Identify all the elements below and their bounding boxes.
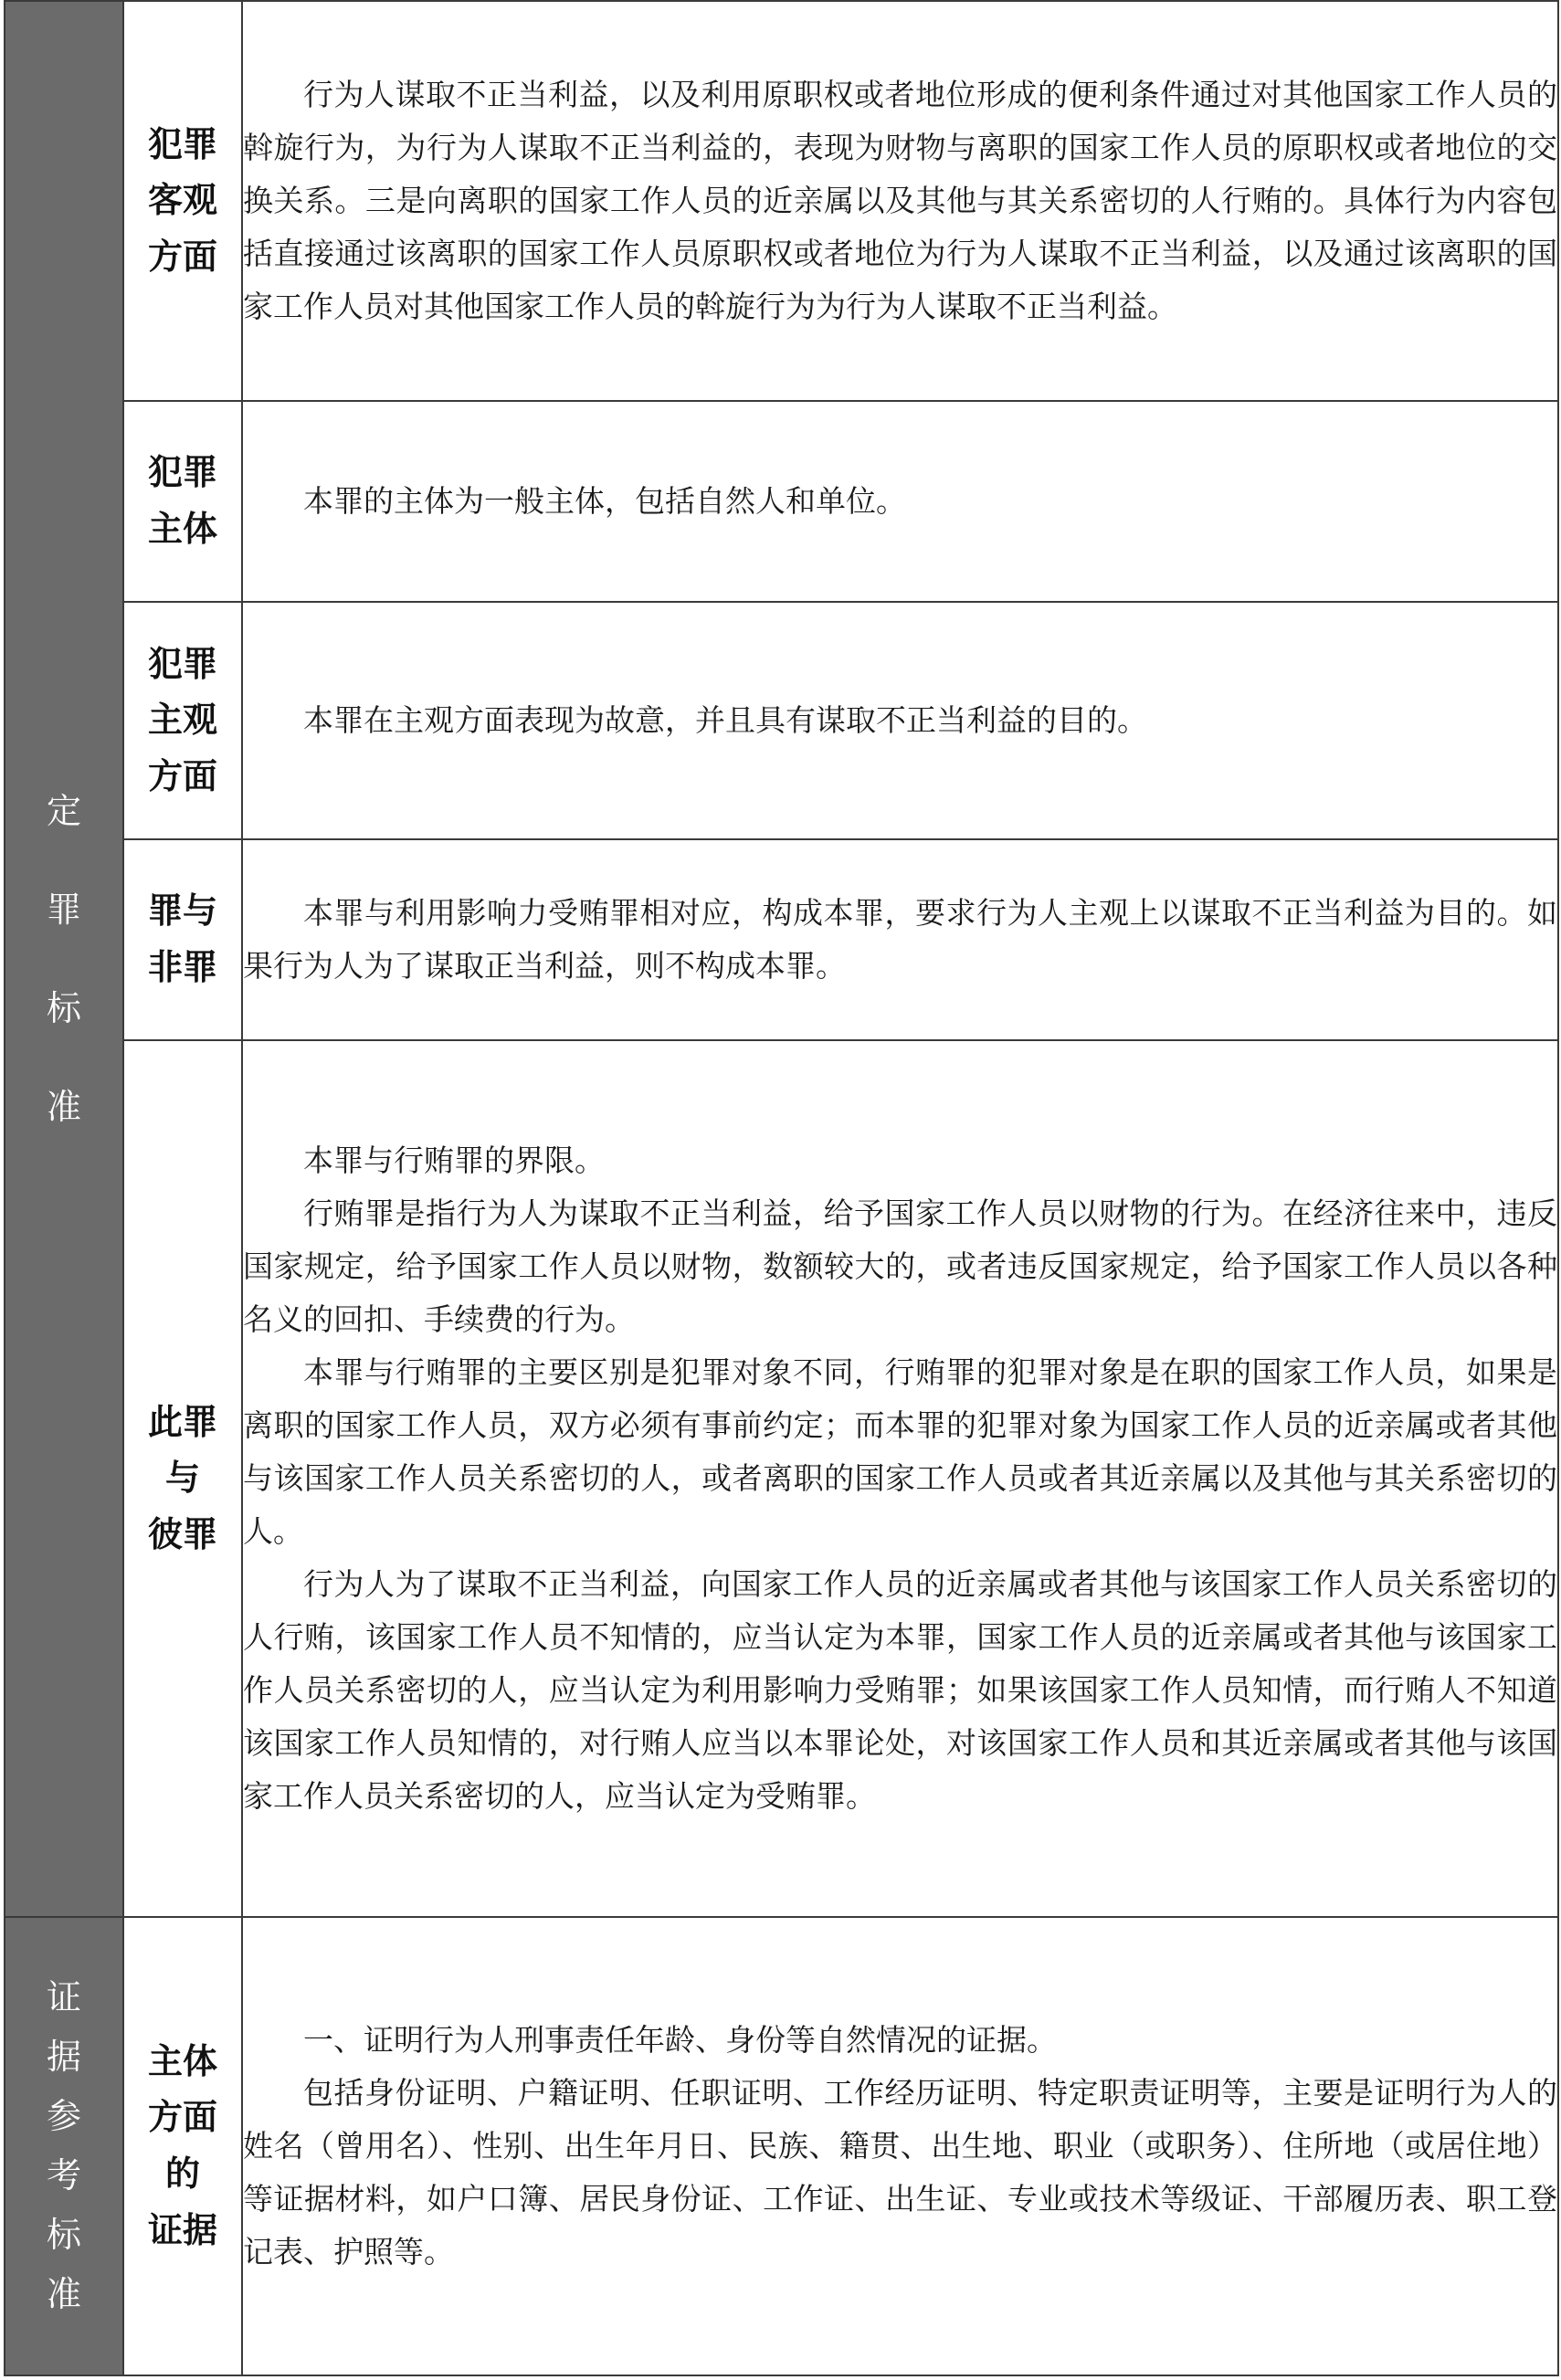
table-row	[5, 1917, 1558, 2375]
table-row	[5, 602, 1558, 839]
row-label-this-vs-other-crime: 此罪 与 彼罪	[123, 1040, 242, 1917]
category-dingzui-biaozhun	[5, 1, 123, 1917]
category-char: 标	[46, 2215, 81, 2255]
row-content-this-vs-other-crime	[242, 1040, 1558, 1917]
table-row	[5, 401, 1558, 602]
paragraph: 本罪与行贿罪的主要区别是犯罪对象不同，行贿罪的犯罪对象是在职的国家工作人员，如果是离职的国家工作人员，双方必须有事前约定；而本罪的犯罪对象为国家工作人员的近亲属或者其他与该国家工作人员关系密切的人，或者离职的国家工作人员或者其近亲属以及其他与其关系密切的人。	[243, 1354, 1557, 1549]
category-char: 标	[46, 988, 81, 1028]
row-label-crime-or-not: 罪与 非罪	[123, 839, 242, 1040]
category-zhengju-cankao-biaozhun	[5, 1917, 123, 2375]
paragraph: 一、证明行为人刑事责任年龄、身份等自然情况的证据。	[303, 2022, 1057, 2058]
category-char: 参	[46, 2096, 81, 2136]
paragraph: 本罪的主体为一般主体，包括自然人和单位。	[303, 483, 906, 519]
row-content-crime-or-not	[242, 839, 1558, 1040]
category-char: 罪	[46, 890, 81, 930]
paragraph: 本罪与利用影响力受贿罪相对应，构成本罪，要求行为人主观上以谋取不正当利益为目的。如果行为人为了谋取正当利益，则不构成本罪。	[243, 895, 1557, 984]
table-row	[5, 1040, 1558, 1917]
table-row	[5, 839, 1558, 1040]
paragraph: 本罪在主观方面表现为故意，并且具有谋取不正当利益的目的。	[303, 702, 1147, 738]
paragraph: 本罪与行贿罪的界限。	[303, 1143, 605, 1178]
table-row	[5, 1, 1558, 401]
category-char: 准	[46, 2274, 81, 2314]
category-char: 据	[46, 2037, 81, 2077]
row-label-subjective-aspect: 犯罪 主观 方面	[123, 602, 242, 839]
category-char: 准	[46, 1087, 81, 1127]
paragraph: 行为人为了谋取不正当利益，向国家工作人员的近亲属或者其他与该国家工作人员关系密切的人行贿，该国家工作人员不知情的，应当认定为本罪，国家工作人员的近亲属或者其他与该国家工作人员关系密切的人，应当认定为利用影响力受贿罪；如果该国家工作人员知情，而行贿人不知道该国家工作人员知情的，对行贿人应当以本罪论处，对该国家工作人员和其近亲属或者其他与该国家工作人员关系密切的人，应当认定为受贿罪。	[243, 1566, 1557, 1814]
row-label-objective-aspect: 犯罪 客观 方面	[123, 1, 242, 401]
paragraph: 行贿罪是指行为人为谋取不正当利益，给予国家工作人员以财物的行为。在经济往来中，违反国家规定，给予国家工作人员以财物，数额较大的，或者违反国家规定，给予国家工作人员以各种名义的回扣、手续费的行为。	[243, 1195, 1557, 1337]
standards-table	[4, 0, 1559, 2376]
row-content-subject	[242, 401, 1558, 602]
row-content-objective-aspect	[242, 1, 1558, 401]
row-label-subject: 犯罪 主体	[123, 401, 242, 602]
row-label-subject-evidence: 主体 方面 的 证据	[123, 1917, 242, 2375]
category-char: 定	[46, 791, 81, 831]
row-content-subject-evidence	[242, 1917, 1558, 2375]
category-char: 证	[46, 1977, 81, 2017]
row-content-subjective-aspect	[242, 602, 1558, 839]
category-char: 考	[46, 2155, 81, 2196]
paragraph: 行为人谋取不正当利益，以及利用原职权或者地位形成的便利条件通过对其他国家工作人员的斡旋行为，为行为人谋取不正当利益的，表现为财物与离职的国家工作人员的原职权或者地位的交换关系。三是向离职的国家工作人员的近亲属以及其他与其关系密切的人行贿的。具体行为内容包括直接通过该离职的国家工作人员原职权或者地位为行为人谋取不正当利益，以及通过该离职的国家工作人员对其他国家工作人员的斡旋行为为行为人谋取不正当利益。	[243, 77, 1557, 324]
paragraph: 包括身份证明、户籍证明、任职证明、工作经历证明、特定职责证明等，主要是证明行为人的姓名（曾用名）、性别、出生年月日、民族、籍贯、出生地、职业（或职务）、住所地（或居住地）等证据材料，如户口簿、居民身份证、工作证、出生证、专业或技术等级证、干部履历表、职工登记表、护照等。	[243, 2075, 1557, 2269]
